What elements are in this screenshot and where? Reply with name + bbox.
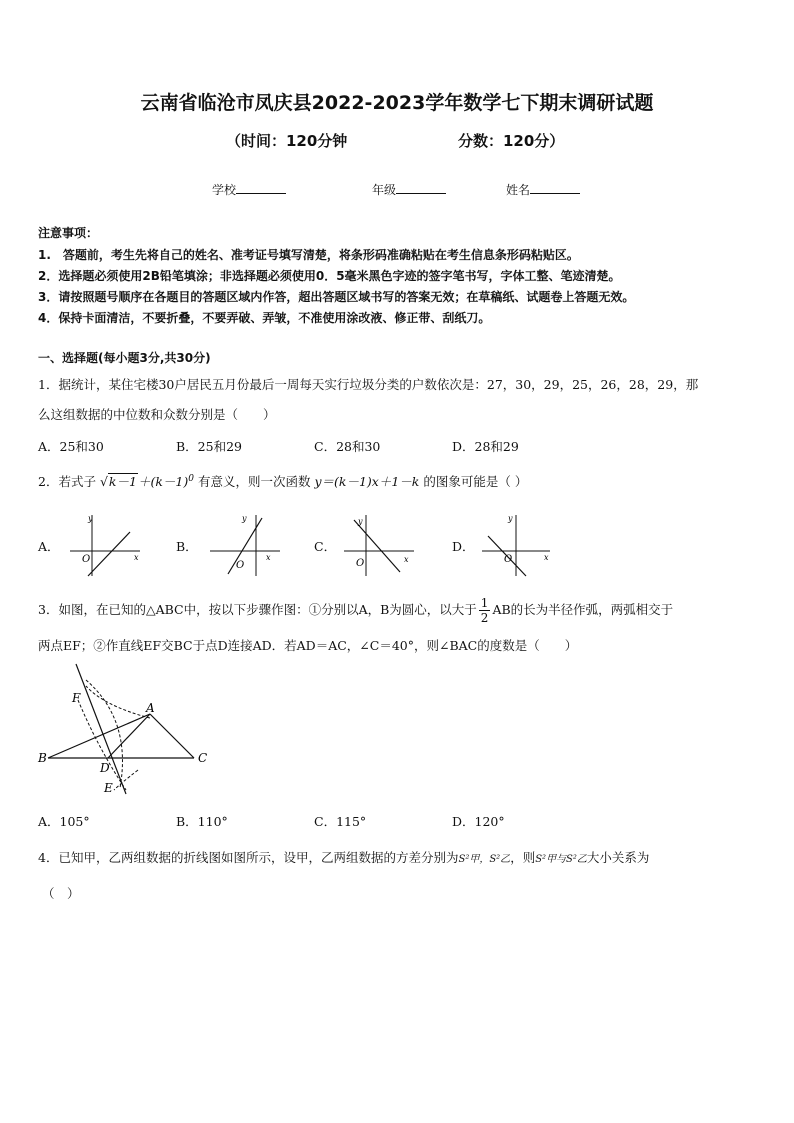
- q3-triangle-figure: [34, 660, 224, 800]
- origin-label: O: [236, 560, 245, 571]
- exam-score: 分数：120分）: [458, 132, 565, 150]
- q2-suffix: 的图象可能是（ ）: [423, 474, 528, 489]
- q2-option-d[interactable]: D．: [452, 539, 475, 554]
- q4-text: 4．已知甲，乙两组数据的折线图如图所示，设甲，乙两组数据的方差分别为: [38, 850, 459, 865]
- grade-field: [372, 181, 446, 198]
- note-item: 4．保持卡面清洁，不要折叠，不要弄破、弄皱，不准使用涂改液、修正带、刮纸刀。: [38, 311, 491, 325]
- q2-plus-term: ＋(k－1): [137, 474, 189, 489]
- q1-option-d[interactable]: D．28和29: [452, 439, 519, 454]
- q2-option-a[interactable]: A．: [38, 539, 60, 554]
- segment-ad: [108, 714, 150, 758]
- label-d: D: [100, 761, 110, 775]
- y-label: y: [358, 517, 363, 526]
- q2-mid: 有意义，则一次函数: [197, 474, 311, 489]
- x-label: x: [134, 553, 139, 562]
- q3-stem-line2: 两点EF；②作直线EF交BC于点D连接AD．若AD＝AC，∠C＝40°，则∠BAC的度数是（ ）: [38, 638, 578, 653]
- q2-function: y＝(k－1)x＋1－k: [314, 474, 420, 489]
- section-heading: 一、选择题(每小题3分,共30分): [38, 351, 211, 365]
- q2-exponent: 0: [188, 473, 194, 484]
- q1-stem-line2: 么这组数据的中位数和众数分别是（ ）: [38, 407, 276, 422]
- q3-option-a[interactable]: A．105°: [38, 814, 90, 829]
- q3-option-d[interactable]: D．120°: [452, 814, 505, 829]
- label-a: A: [146, 701, 155, 715]
- q4-stem-line2: （ ）: [42, 886, 80, 901]
- name-blank: [530, 181, 580, 194]
- note-item: 3．请按照题号顺序在各题目的答题区域内作答，超出答题区域书写的答案无效；在草稿纸、试题卷上答题无效。: [38, 290, 635, 304]
- name-field: [506, 181, 580, 198]
- q3-frac-den: 2: [480, 611, 489, 625]
- grade-blank: [396, 181, 446, 194]
- q4-variances: S²甲，S²乙: [458, 854, 511, 865]
- name-label: 姓名: [506, 183, 531, 197]
- q2-graph-c: [340, 510, 420, 580]
- q4-compare: S²甲与S²乙: [535, 854, 587, 865]
- q2-option-c[interactable]: C．: [314, 539, 337, 554]
- label-b: B: [38, 751, 47, 765]
- function-line: [228, 518, 262, 574]
- q2-option-b[interactable]: B．: [176, 539, 198, 554]
- x-label: x: [544, 553, 549, 562]
- exam-time: （时间：120分钟: [226, 132, 348, 150]
- school-blank: [236, 181, 286, 194]
- function-line: [88, 532, 130, 576]
- x-label: x: [266, 553, 271, 562]
- q2-graph-a: [66, 510, 146, 580]
- q2-graph-d: [478, 510, 558, 580]
- q3-frac-num: 1: [480, 596, 489, 610]
- school-field: [212, 181, 286, 198]
- q3-stem-line1: [38, 596, 673, 625]
- label-f: F: [72, 691, 81, 705]
- q4-mid: ，则: [510, 850, 536, 865]
- y-label: y: [242, 514, 247, 523]
- q3-option-b[interactable]: B．110°: [176, 814, 228, 829]
- grade-label: 年级: [372, 183, 397, 197]
- q3-text-a: 3．如图，在已知的△ABC中，按以下步骤作图：①分别以A，B为圆心，以大于: [38, 602, 477, 617]
- q3-text-b: AB的长为半径作弧，两弧相交于: [492, 602, 674, 617]
- note-item: 1. 答题前，考生先将自己的姓名、准考证号填写清楚，将条形码准确粘贴在考生信息条形码粘贴区。: [38, 248, 579, 262]
- label-c: C: [198, 751, 208, 765]
- q2-prefix: 2．若式子: [38, 474, 96, 489]
- y-label: y: [508, 514, 513, 523]
- origin-label: O: [504, 554, 513, 565]
- origin-label: O: [356, 558, 365, 569]
- segment-ab: [48, 714, 150, 758]
- q4-end: 大小关系为: [586, 850, 650, 865]
- school-label: 学校: [212, 183, 237, 197]
- q1-option-c[interactable]: C．28和30: [314, 439, 381, 454]
- q1-option-b[interactable]: B．25和29: [176, 439, 242, 454]
- note-item: 2．选择题必须使用2B铅笔填涂；非选择题必须使用0．5毫米黑色字迹的签字笔书写，字体工整、笔迹清楚。: [38, 269, 621, 283]
- label-e: E: [104, 781, 113, 795]
- q2-sqrt-body: k－1: [108, 474, 137, 489]
- notes-heading: 注意事项：: [38, 226, 99, 240]
- q1-stem-line1: 1．据统计，某住宅楼30户居民五月份最后一周每天实行垃圾分类的户数依次是：27，30，29，25，26，28，29，那: [38, 377, 699, 392]
- page-title: 云南省临沧市凤庆县2022-2023学年数学七下期末调研试题: [140, 92, 654, 114]
- origin-label: O: [82, 554, 91, 565]
- y-label: y: [88, 514, 93, 523]
- q4-stem-line1: [38, 848, 649, 866]
- q3-fraction: [479, 596, 491, 625]
- q1-option-a[interactable]: A．25和30: [38, 439, 104, 454]
- segment-ac: [150, 714, 194, 758]
- q2-graph-b: [206, 510, 286, 580]
- q3-option-c[interactable]: C．115°: [314, 814, 367, 829]
- arc-top: [86, 686, 150, 718]
- x-label: x: [404, 555, 409, 564]
- q2-stem: 2．若式子 $√k-1+(k-1)^0$ 有意义，则一次函数 y＝(k－1)x＋1－k 的图象可能是（ ）: [38, 473, 528, 489]
